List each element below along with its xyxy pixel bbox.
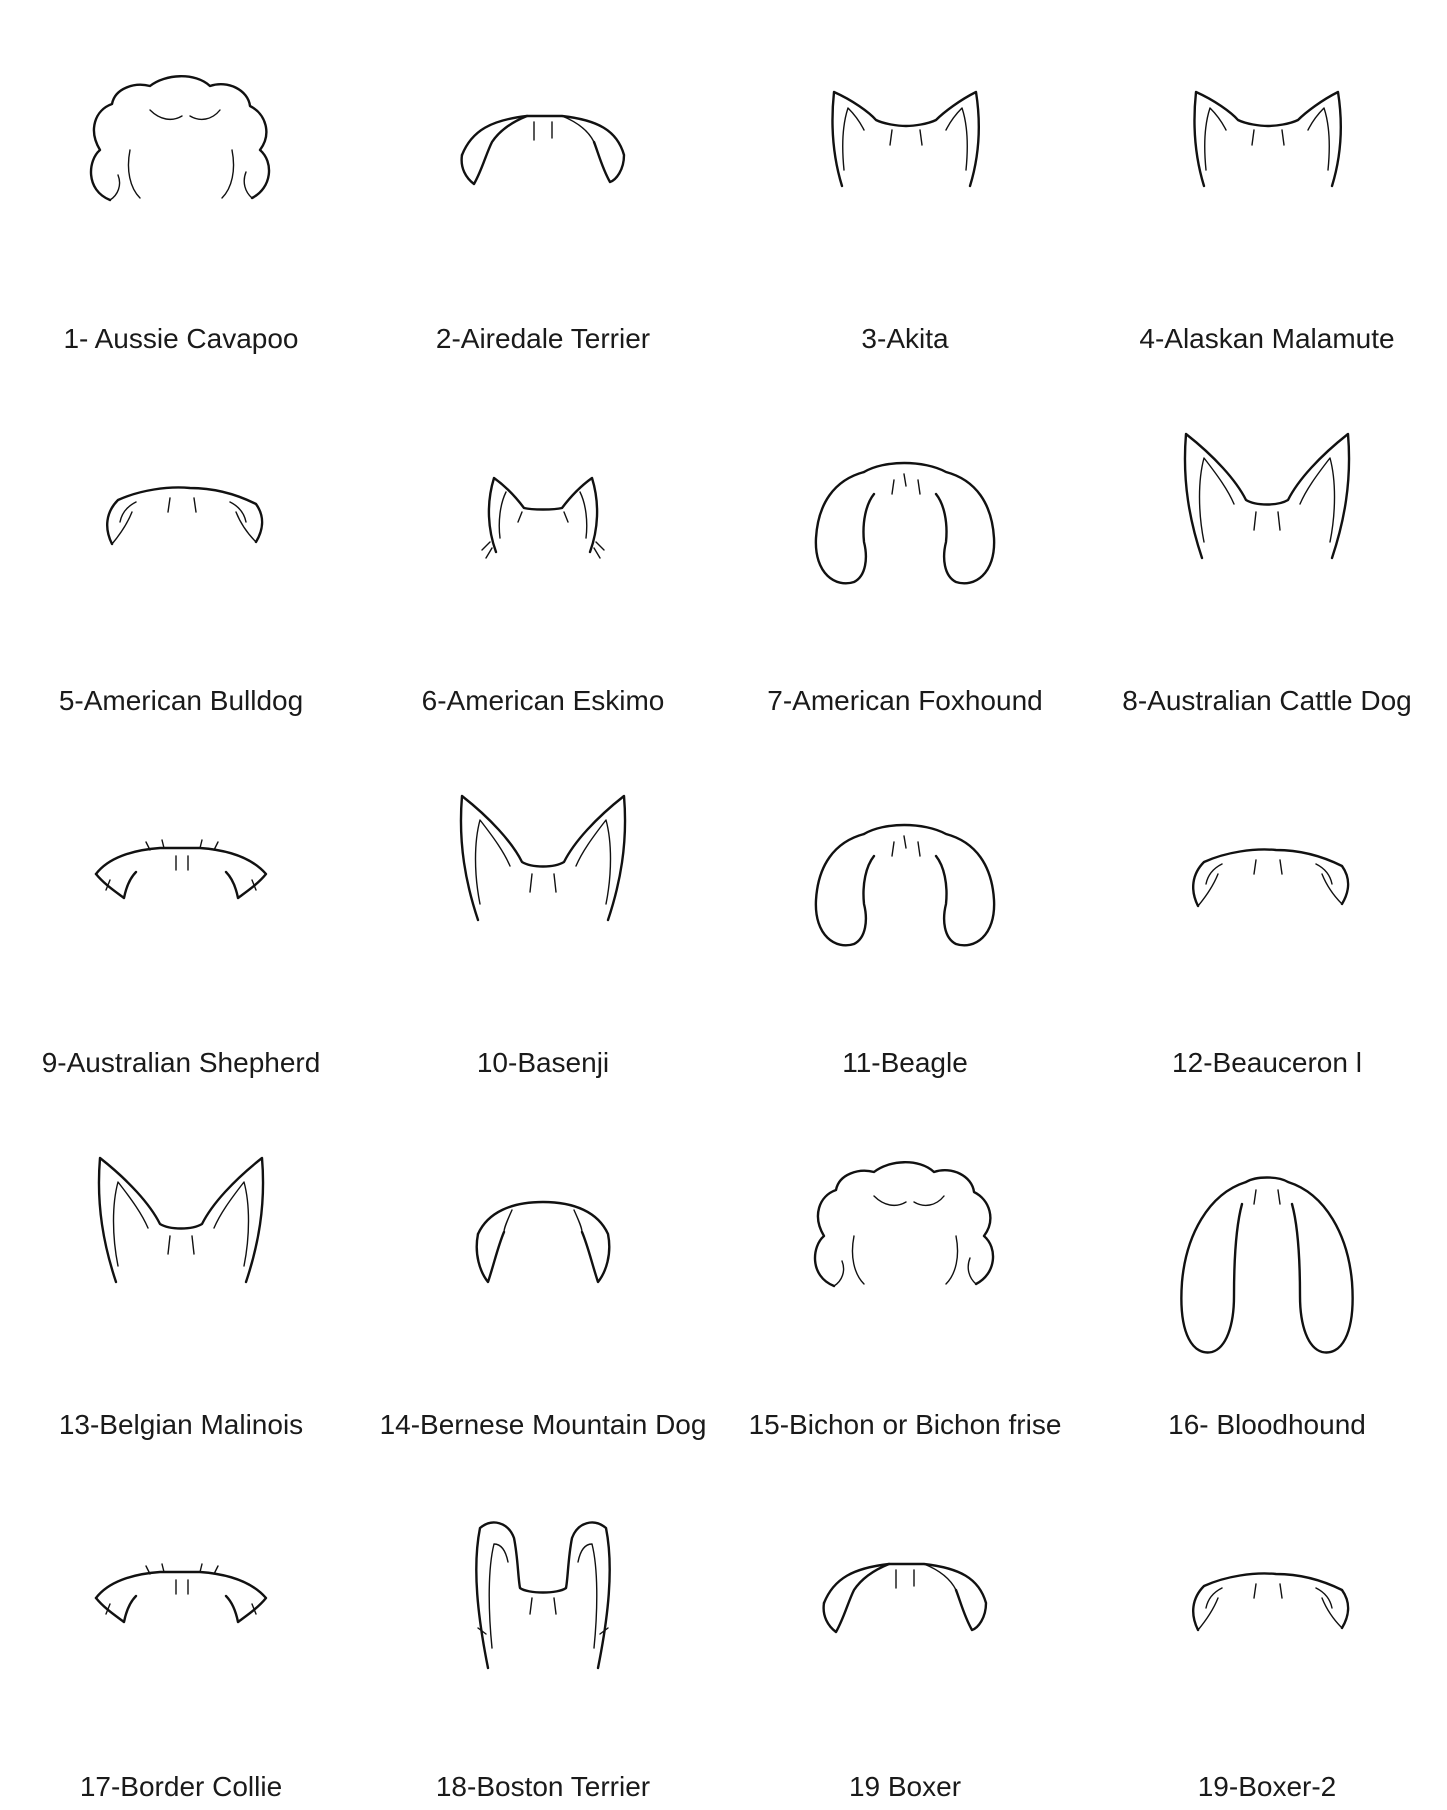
breed-label: 2-Airedale Terrier	[435, 323, 651, 354]
breed-label: 6-American Eskimo	[421, 685, 665, 716]
breed-label: 17-Border Collie	[79, 1771, 283, 1802]
breed-cell-2	[362, 0, 724, 362]
breed-cell-19	[724, 1448, 1086, 1810]
breed-label: 19 Boxer	[848, 1771, 962, 1802]
breed-cell-1	[0, 0, 362, 362]
breed-label: 13-Belgian Malinois	[58, 1409, 304, 1440]
triangular-drop-icon	[362, 1086, 724, 1386]
breed-label: 15-Bichon or Bichon frise	[748, 1409, 1062, 1440]
pointed-large-icon	[362, 724, 724, 1024]
breed-label: 11-Beagle	[842, 1047, 968, 1078]
breed-cell-14	[362, 1086, 724, 1448]
bat-ears-icon	[362, 1448, 724, 1748]
breed-label: 10-Basenji	[476, 1047, 610, 1078]
pointed-large-icon	[0, 1086, 362, 1386]
rose-small-icon	[1086, 724, 1447, 1024]
semi-folded-furry-icon	[0, 724, 362, 1024]
breed-label: 14-Bernese Mountain Dog	[379, 1409, 707, 1440]
breed-label: 1- Aussie Cavapoo	[63, 323, 299, 354]
breed-label: 3-Akita	[861, 323, 949, 354]
breed-cell-15	[724, 1086, 1086, 1448]
pointed-erect-small-icon	[724, 0, 1086, 300]
breed-cell-16	[1086, 1086, 1447, 1448]
breed-cell-3	[724, 0, 1086, 362]
breed-label: 18-Boston Terrier	[435, 1771, 651, 1802]
breed-label: 4-Alaskan Malamute	[1139, 323, 1395, 354]
breed-cell-11	[724, 724, 1086, 1086]
folded-small-icon	[362, 0, 724, 300]
breed-label: 16- Bloodhound	[1168, 1409, 1366, 1440]
breed-label: 19-Boxer-2	[1197, 1771, 1337, 1802]
breed-label: 5-American Bulldog	[58, 685, 304, 716]
breed-cell-5	[0, 362, 362, 724]
breed-label: 12-Beauceron l	[1172, 1047, 1362, 1078]
rose-small-icon	[0, 362, 362, 662]
very-long-drop-icon	[1086, 1086, 1447, 1386]
breed-cell-10	[362, 724, 724, 1086]
breed-cell-12	[1086, 724, 1447, 1086]
breed-cell-20	[1086, 1448, 1447, 1810]
pointed-erect-small-icon	[1086, 0, 1447, 300]
breed-cell-18	[362, 1448, 724, 1810]
long-drop-icon	[724, 724, 1086, 1024]
curly-fluffy-icon	[724, 1086, 1086, 1386]
pointed-large-icon	[1086, 362, 1447, 662]
breed-label: 8-Australian Cattle Dog	[1122, 685, 1412, 716]
breed-cell-8	[1086, 362, 1447, 724]
folded-small-icon	[724, 1448, 1086, 1748]
breed-cell-9	[0, 724, 362, 1086]
breed-label: 9-Australian Shepherd	[41, 1047, 321, 1078]
long-drop-icon	[724, 362, 1086, 662]
pointed-furry-icon	[362, 362, 724, 662]
breed-cell-4	[1086, 0, 1447, 362]
breed-cell-6	[362, 362, 724, 724]
breed-label: 7-American Foxhound	[767, 685, 1043, 716]
rose-small-icon	[1086, 1448, 1447, 1748]
breed-cell-7	[724, 362, 1086, 724]
breed-cell-17	[0, 1448, 362, 1810]
semi-folded-furry-icon	[0, 1448, 362, 1748]
curly-fluffy-icon	[0, 0, 362, 300]
breed-cell-13	[0, 1086, 362, 1448]
